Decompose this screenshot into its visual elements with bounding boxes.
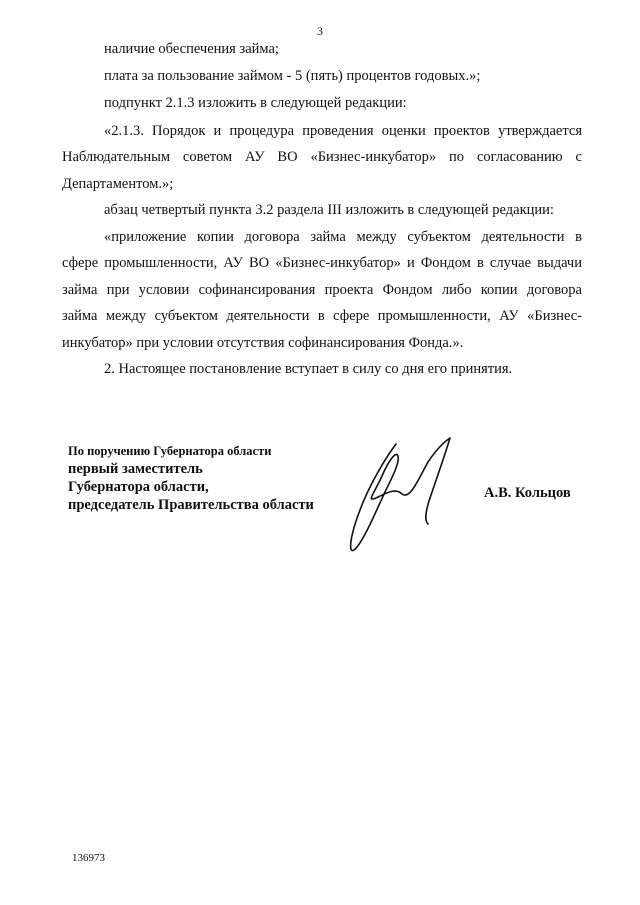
text-line: займа между субъектом деятельности в сфере промышленности, АУ «Бизнес-	[62, 308, 582, 324]
text-line: плата за пользование займом - 5 (пять) процентов годовых.»;	[104, 68, 481, 84]
text-line: наличие обеспечения займа;	[104, 41, 279, 57]
page-number: 3	[317, 24, 323, 38]
signer-title-line: председатель Правительства области	[68, 497, 314, 513]
footer-code: 136973	[72, 852, 105, 864]
text-line: инкубатор» при условии отсутствия софинансирования Фонда.».	[62, 335, 464, 351]
handwritten-signature	[340, 436, 480, 556]
signer-title-line: первый заместитель	[68, 461, 203, 477]
text-line: абзац четвертый пункта 3.2 раздела III изложить в следующей редакции:	[104, 202, 554, 218]
text-line: сфере промышленности, АУ ВО «Бизнес-инкубатор» и Фондом в случае выдачи	[62, 255, 582, 271]
text-line: «2.1.3. Порядок и процедура проведения оценки проектов утверждается	[104, 123, 582, 139]
text-line: подпункт 2.1.3 изложить в следующей редакции:	[104, 95, 407, 111]
signature-caption: По поручению Губернатора области	[68, 444, 272, 458]
text-line: Наблюдательным советом АУ ВО «Бизнес-инкубатор» по согласованию с	[62, 149, 582, 165]
text-line: «приложение копии договора займа между субъектом деятельности в	[104, 229, 582, 245]
text-line: 2. Настоящее постановление вступает в силу со дня его принятия.	[104, 361, 513, 377]
signer-name: А.В. Кольцов	[484, 485, 571, 501]
text-line: Департаментом.»;	[62, 176, 174, 192]
signer-title-line: Губернатора области,	[68, 479, 209, 495]
text-line: займа при условии софинансирования проекта Фондом либо копии договора	[62, 282, 582, 298]
